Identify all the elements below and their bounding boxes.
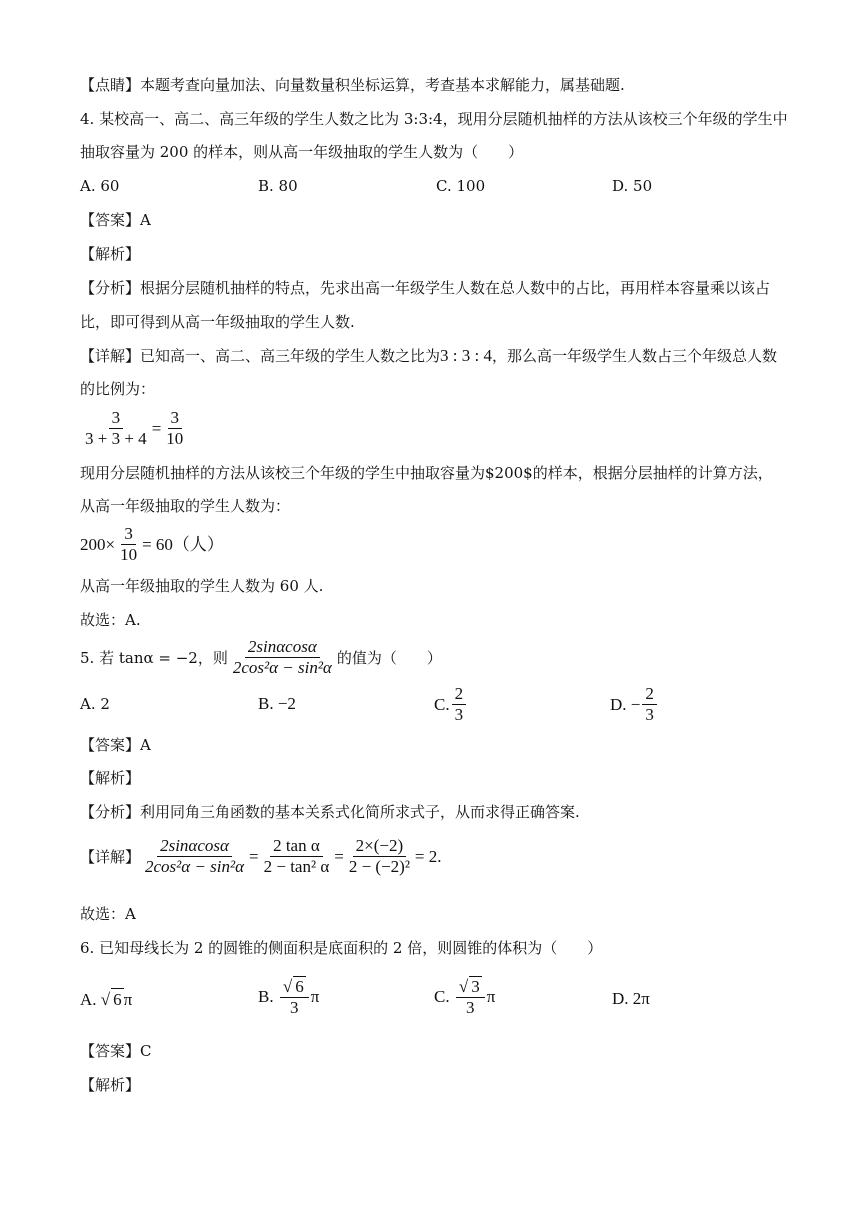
fraction-numerator (280, 976, 309, 998)
calc-prefix: 200× (80, 534, 116, 554)
option-fraction (280, 976, 309, 1018)
q6-option-d: D. 2π (612, 989, 650, 1008)
q5-option-d (610, 684, 659, 725)
option-label: C. (434, 987, 450, 1006)
q4-line3: 现用分层随机抽样的方法从该校三个年级的学生中抽取容量为$200$的样本，根据分层抽样的计算方法， (80, 464, 773, 482)
q4-xiangjie-line1 (80, 345, 777, 367)
option-fraction (642, 684, 657, 725)
q4-calc-formula (80, 524, 224, 565)
fraction-numerator: 2sinαcosα (245, 637, 320, 658)
q6-answer: 【答案】C (80, 1042, 152, 1060)
option-label: A. (80, 989, 97, 1009)
q5-option-a: A. 2 (80, 695, 110, 713)
fraction-denominator: 2 − (−2)² (348, 857, 410, 876)
q6-option-a (80, 988, 132, 1011)
q4-xiangjie-text-b: ，那么高一年级学生人数占三个年级总人数 (491, 347, 777, 365)
q5-stem-suffix: 的值为（ ） (336, 648, 442, 667)
option-label: B. (258, 987, 274, 1006)
fraction-denominator: 3 (454, 705, 464, 724)
q4-ratio-result-fraction (163, 408, 186, 449)
pi-symbol: π (486, 987, 496, 1006)
q5-fenxi: 【分析】利用同角三角函数的基本关系式化简所求式子，从而求得正确答案. (80, 803, 580, 821)
q4-fenxi-line2: 比，即可得到从高一年级抽取的学生人数. (80, 313, 355, 331)
fraction-numerator: 3 (121, 524, 136, 545)
calc-fraction (117, 524, 140, 565)
radicand: 6 (113, 990, 122, 1009)
equals-sign: = (334, 846, 344, 866)
q4-ratio-fraction (82, 408, 150, 449)
fraction-numerator: 2 (642, 684, 657, 705)
q5-option-c (434, 684, 468, 725)
q4-option-c: C. 100 (436, 177, 486, 195)
sqrt-icon: √ (282, 977, 293, 996)
fraction-denominator: 3 + 3 + 4 (85, 429, 147, 448)
q6-option-b (258, 976, 319, 1018)
q4-option-d: D. 50 (612, 177, 653, 195)
q5-step3-fraction (346, 836, 413, 877)
fraction-denominator: 3 (290, 998, 299, 1017)
fraction-denominator: 2cos²α − sin²α (232, 658, 332, 677)
q5-xiangjie (80, 836, 442, 877)
fraction-denominator: 3 (466, 998, 475, 1017)
fraction-denominator: 2cos²α − sin²α (145, 857, 245, 876)
fraction-numerator: 3 (168, 408, 183, 429)
q4-analysis-label: 【解析】 (80, 245, 141, 263)
q4-ratio-math: 3 : 3 : 4 (440, 346, 492, 365)
fraction-numerator: 2×(−2) (353, 836, 407, 857)
q5-answer: 【答案】A (80, 736, 151, 754)
fraction-numerator: 2 tan α (270, 836, 323, 857)
q5-result: = 2. (414, 846, 442, 866)
equals-sign: = (151, 418, 162, 438)
sqrt-icon: √ (458, 977, 469, 996)
option-fraction (452, 684, 467, 725)
q4-line4: 从高一年级抽取的学生人数为： (80, 497, 291, 515)
q6-option-c (434, 976, 495, 1018)
q4-xiangjie-text-a: 【详解】已知高一、高二、高三年级的学生人数之比为 (80, 347, 441, 365)
q4-stem-line1: 4. 某校高一、高二、高三年级的学生人数之比为 3:3:4，现用分层随机抽样的方法从该校三个年级的学生中 (80, 110, 788, 128)
q5-option-b: B. −2 (258, 694, 296, 713)
q6-analysis-label: 【解析】 (80, 1076, 141, 1094)
q5-step2-fraction (261, 836, 333, 877)
q3-note: 【点睛】本题考查向量加法、向量数量积坐标运算，考查基本求解能力，属基础题. (80, 76, 625, 94)
q5-stem-prefix: 5. 若 tanα = −2，则 (80, 648, 228, 667)
q6-stem: 6. 已知母线长为 2 的圆锥的侧面积是底面积的 2 倍，则圆锥的体积为（ ） (80, 939, 603, 957)
q5-analysis-label: 【解析】 (80, 769, 141, 787)
option-label: C. (434, 694, 450, 714)
q5-stem-fraction (230, 637, 335, 678)
fraction-numerator: 3 (109, 408, 124, 429)
q5-stem (80, 637, 442, 678)
option-fraction (456, 976, 485, 1018)
q4-conclusion: 故选：A. (80, 611, 141, 629)
q4-stem-line2: 抽取容量为 200 的样本，则从高一年级抽取的学生人数为（ ） (80, 143, 524, 161)
fraction-denominator: 2 − tan² α (263, 857, 330, 876)
q4-answer: 【答案】A (80, 211, 151, 229)
q4-line5: 从高一年级抽取的学生人数为 60 人. (80, 577, 324, 595)
q4-option-b: B. 80 (258, 177, 298, 195)
radicand: 3 (471, 977, 480, 996)
fraction-numerator: 2sinαcosα (157, 836, 232, 857)
fraction-denominator: 10 (120, 545, 138, 564)
sqrt-icon: √ (100, 989, 111, 1009)
fraction-denominator: 10 (166, 429, 184, 448)
fraction-numerator: 2 (452, 684, 467, 705)
fraction-denominator: 3 (645, 705, 654, 724)
q5-conclusion: 故选：A (80, 905, 136, 923)
q4-option-a: A. 60 (80, 177, 120, 195)
q4-xiangjie-line2: 的比例为： (80, 380, 156, 398)
radicand: 6 (295, 977, 304, 996)
equals-sign: = (249, 846, 259, 866)
calc-result: = 60（人） (142, 534, 224, 554)
fraction-numerator (456, 976, 485, 998)
q4-ratio-formula (80, 408, 188, 449)
pi-symbol: π (123, 989, 133, 1009)
option-label: D. − (610, 694, 641, 714)
q5-xiangjie-label: 【详解】 (80, 847, 141, 866)
q4-fenxi-line1: 【分析】根据分层随机抽样的特点，先求出高一年级学生人数在总人数中的占比，再用样本容量乘以该占 (80, 279, 771, 297)
q5-step1-fraction (142, 836, 247, 877)
pi-symbol: π (310, 987, 320, 1006)
